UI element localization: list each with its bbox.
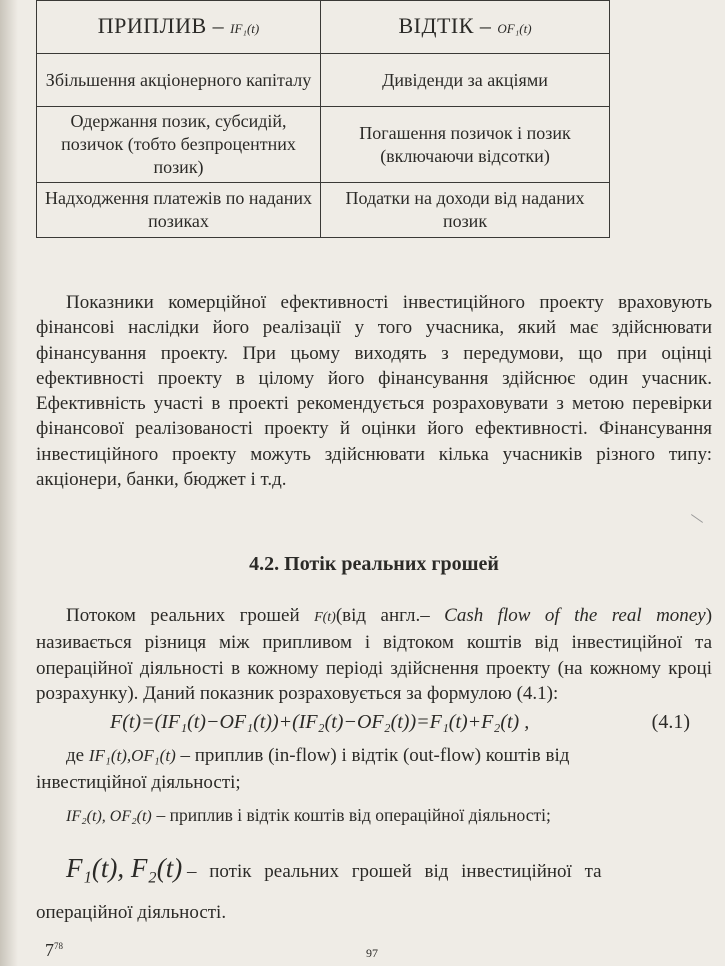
- table-row: [37, 183, 610, 238]
- definition-text-3: – потік реальних грошей від інвестиційної та: [186, 861, 602, 882]
- page-number: 97: [366, 946, 378, 960]
- table-cell: Податки на доходи від наданих позик: [321, 183, 610, 238]
- definition-prefix: де: [66, 745, 85, 766]
- header-inflow-label: ПРИПЛИВ –: [97, 13, 225, 38]
- paragraph2-mid: (від англ.–: [335, 605, 430, 626]
- table-cell: Надходження платежів по наданих позиках: [37, 183, 321, 238]
- header-outflow-label: ВІДТІК –: [398, 13, 492, 38]
- paragraph2-english: Cash flow of the real money: [444, 605, 706, 626]
- signature-mark: [45, 940, 63, 961]
- definition-investment-flows: [36, 745, 712, 767]
- definition-operating-flows: [36, 805, 712, 827]
- signature-superscript: 78: [54, 941, 63, 951]
- paragraph-commercial-efficiency: Показники комерційної ефективності інвестиційного проекту враховують фінансові наслідки його реалізації у того учасника, який має здійснювати фінансування проекту. При цьому виходять з передумови, що при оцінці ефективності проекту в цілому його фінансування здійснює один учасник. Ефективність участі в проекті рекомендується розраховувати з метою перевірки фінансової реалізованості проекту й оцінки його ефективності. Фінансування інвестиційного проекту можуть здійснювати кілька учасників різного типу: акціонери, банки, бюджет і т.д.: [36, 292, 712, 491]
- table-row: [37, 107, 610, 183]
- paragraph-real-money-flow: [36, 603, 712, 706]
- definition-symbols-3: F₁(t), F₂(t): [66, 853, 183, 883]
- definition-investment-cont: інвестиційної діяльності;: [36, 772, 241, 793]
- header-inflow-symbol: IF₁(t): [230, 21, 260, 36]
- definition-text-2: – приплив і відтік коштів від операційної діяльності;: [156, 805, 551, 825]
- definition-real-money-flows: [36, 853, 712, 884]
- page-spine-shadow: [0, 0, 18, 966]
- header-outflow-symbol: OF₁(t): [497, 21, 532, 36]
- table-row: [37, 54, 610, 107]
- header-outflow: [321, 1, 610, 54]
- pencil-mark: [691, 514, 703, 523]
- header-inflow: [37, 1, 321, 54]
- definition-text-1: – приплив (in-flow) і відтік (out-flow) коштів від: [180, 745, 570, 766]
- table-cell: Погашення позичок і позик (включаючи відсотки): [321, 107, 610, 183]
- paragraph2-lead: Потоком реальних грошей: [66, 605, 300, 626]
- section-heading: 4.2. Потік реальних грошей: [249, 553, 499, 575]
- table-header-row: [37, 1, 610, 54]
- definition-symbols-2: IF₂(t), OF₂(t): [66, 808, 152, 825]
- formula-number: (4.1): [651, 711, 690, 733]
- formula-4-1: [110, 711, 690, 734]
- formula-expression: F(t)=(IF₁(t)−OF₁(t))+(IF₂(t)−OF₂(t))=F₁(t)+F₂(t) ,: [110, 711, 530, 733]
- definition-symbols-1: IF₁(t),OF₁(t): [88, 746, 176, 765]
- table-cell: Збільшення акціонерного капіталу: [37, 54, 321, 107]
- table-cell: Одержання позик, субсидій, позичок (тобто безпроцентних позик): [37, 107, 321, 183]
- definition-real-money-cont: операційної діяльності.: [36, 902, 227, 923]
- paragraph2-symbol: F(t): [314, 610, 336, 625]
- table-cell: Дивіденди за акціями: [321, 54, 610, 107]
- cash-flow-table: [36, 0, 610, 238]
- signature-number: 7: [45, 940, 54, 960]
- paragraph2-rest: ) називається різниця між припливом і відтоком коштів від інвестиційної та операційної діяльності в кожному періоді здійснення проекту (на кожному кроці розрахунку). Даний показник розраховується за формулою (4.1):: [36, 605, 713, 704]
